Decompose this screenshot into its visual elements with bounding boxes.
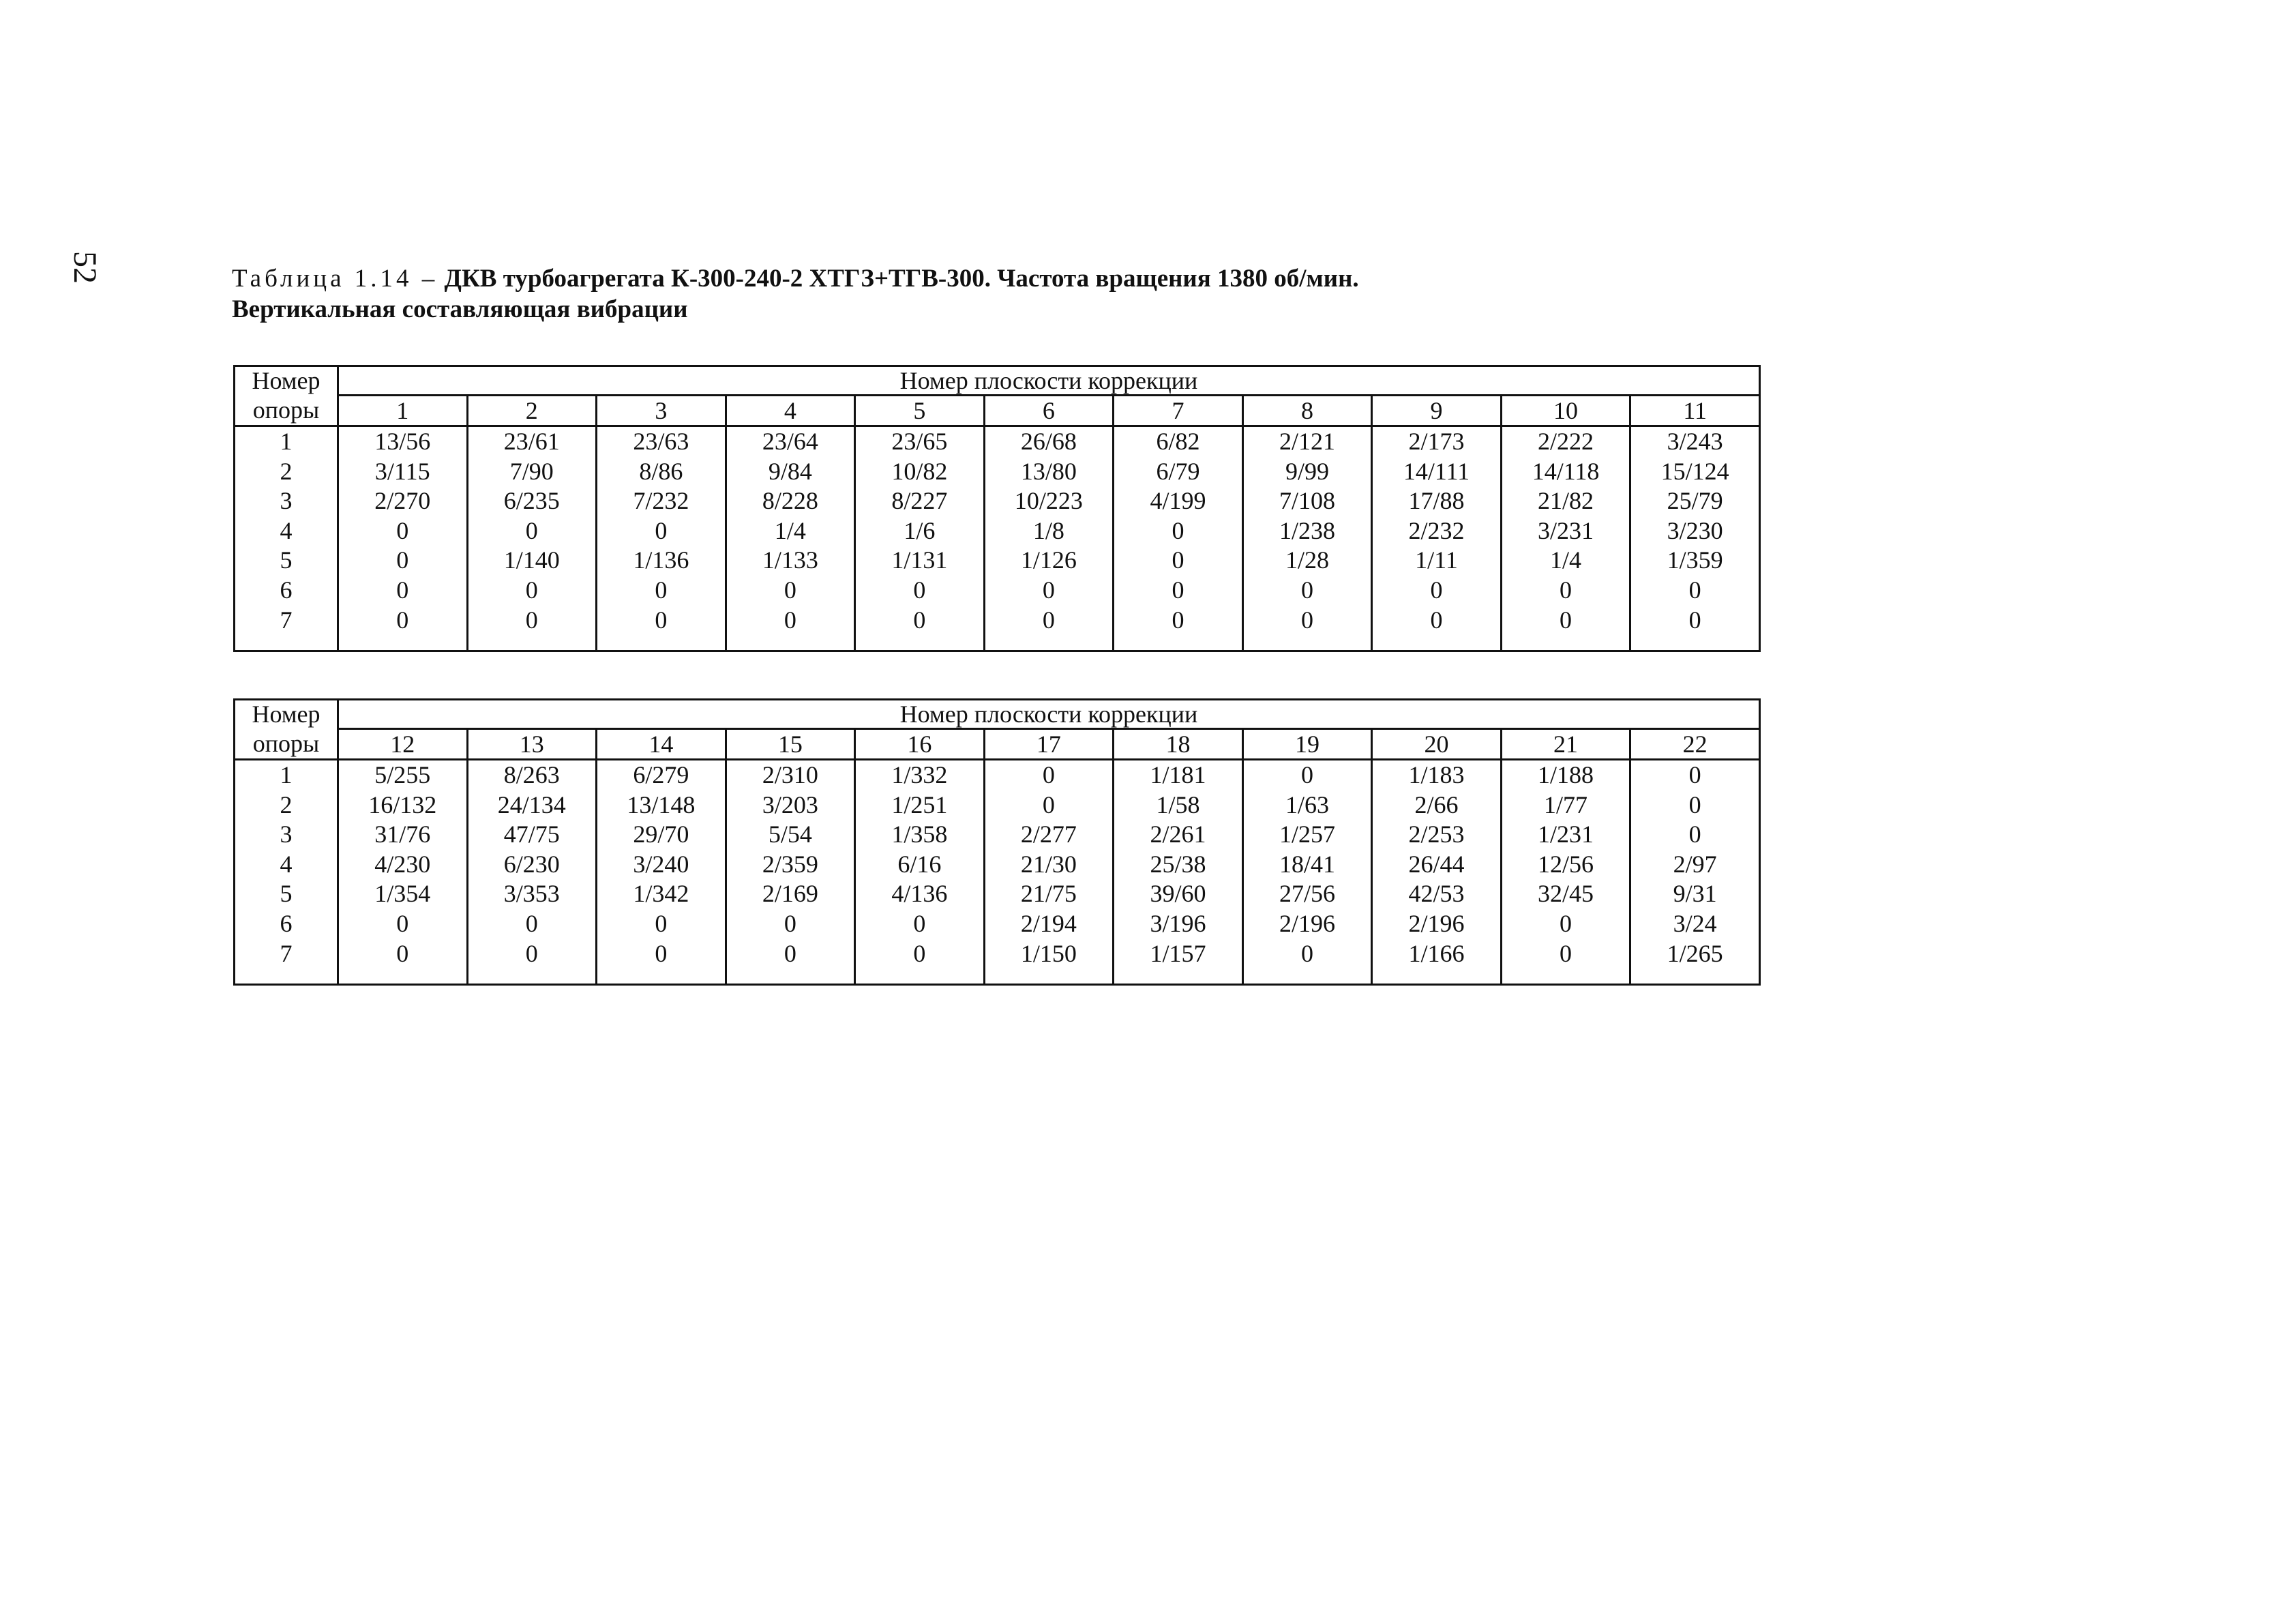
table-cell: 21/75 bbox=[1020, 880, 1077, 908]
table-cell: 13/80 bbox=[1020, 457, 1077, 485]
table-cell: 3/240 bbox=[633, 850, 689, 878]
plane-number-21: 21 bbox=[1501, 729, 1630, 760]
row-header-top: Номер bbox=[235, 366, 338, 396]
plane-number-3: 3 bbox=[597, 396, 726, 426]
support-number: 6 bbox=[280, 576, 293, 604]
plane-number-15: 15 bbox=[726, 729, 855, 760]
table-cell: 0 bbox=[655, 939, 668, 967]
table-cell: 5/54 bbox=[768, 821, 812, 848]
table-cell: 1/183 bbox=[1408, 761, 1465, 788]
plane-number-19: 19 bbox=[1242, 729, 1372, 760]
table-cell: 3/203 bbox=[762, 790, 818, 818]
caption-title: ДКВ турбоагрегата К-300-240-2 ХТГЗ+ТГВ-300. Частота вращения 1380 об/мин. bbox=[444, 265, 1359, 293]
table-cell: 0 bbox=[1172, 546, 1184, 574]
table-cell: 0 bbox=[913, 606, 926, 634]
table-caption bbox=[232, 263, 2073, 325]
table-cell: 0 bbox=[1688, 606, 1701, 634]
table-cell: 4/230 bbox=[374, 850, 431, 878]
table-cell: 31/76 bbox=[374, 821, 431, 848]
table-cell: 1/77 bbox=[1544, 790, 1588, 818]
table-cell: 29/70 bbox=[633, 821, 689, 848]
support-number: 4 bbox=[280, 516, 293, 544]
table-cell: 0 bbox=[1042, 761, 1055, 788]
plane-number-17: 17 bbox=[984, 729, 1114, 760]
table-cell: 23/65 bbox=[891, 428, 948, 455]
support-number: 3 bbox=[280, 487, 293, 515]
plane-column-14 bbox=[597, 760, 726, 985]
table-cell: 1/358 bbox=[891, 821, 948, 848]
support-number: 7 bbox=[280, 606, 293, 634]
table-cell: 3/24 bbox=[1673, 909, 1717, 937]
table-cell: 7/108 bbox=[1279, 487, 1335, 515]
table-cell: 1/265 bbox=[1667, 939, 1723, 967]
table-cell: 14/111 bbox=[1403, 457, 1470, 485]
table-cell: 1/231 bbox=[1538, 821, 1594, 848]
table-cell: 0 bbox=[396, 516, 409, 544]
support-number: 6 bbox=[280, 909, 293, 937]
page-number: 52 bbox=[67, 251, 103, 284]
table-cell: 7/90 bbox=[509, 457, 554, 485]
table-cell: 2/270 bbox=[374, 487, 431, 515]
table-cell: 1/136 bbox=[633, 546, 689, 574]
table-cell: 2/194 bbox=[1020, 909, 1077, 937]
table-cell: 0 bbox=[1688, 576, 1701, 604]
table-cell: 0 bbox=[1300, 939, 1313, 967]
table-cell: 1/359 bbox=[1667, 546, 1723, 574]
table-cell: 1/28 bbox=[1285, 546, 1329, 574]
table-cell: 17/88 bbox=[1408, 487, 1465, 515]
table-cell: 8/263 bbox=[503, 761, 560, 788]
table-cell: 1/150 bbox=[1020, 939, 1077, 967]
table-cell: 0 bbox=[784, 939, 796, 967]
table-cell: 3/230 bbox=[1667, 516, 1723, 544]
table-cell: 0 bbox=[396, 576, 409, 604]
table-cell: 10/82 bbox=[891, 457, 948, 485]
table-cell: 6/79 bbox=[1156, 457, 1200, 485]
table-cell: 0 bbox=[1560, 576, 1572, 604]
table-cell: 21/30 bbox=[1020, 850, 1077, 878]
plane-number-6: 6 bbox=[984, 396, 1114, 426]
table-cell: 0 bbox=[525, 576, 538, 604]
table-cell: 0 bbox=[784, 909, 796, 937]
table-cell: 0 bbox=[1688, 821, 1701, 848]
table-cell: 2/97 bbox=[1673, 850, 1717, 878]
table-cell: 0 bbox=[1042, 606, 1055, 634]
table-cell: 0 bbox=[1172, 516, 1184, 544]
table-cell: 6/235 bbox=[503, 487, 560, 515]
table-cell: 1/4 bbox=[774, 516, 806, 544]
table-cell: 3/115 bbox=[374, 457, 430, 485]
table-cell: 0 bbox=[1172, 606, 1184, 634]
table-cell: 4/199 bbox=[1150, 487, 1206, 515]
table-cell: 21/82 bbox=[1538, 487, 1594, 515]
table-cell: 0 bbox=[1560, 939, 1572, 967]
vibration-table-planes-12-22 bbox=[233, 698, 1761, 986]
plane-column-2 bbox=[467, 426, 597, 651]
table-cell: 0 bbox=[913, 939, 926, 967]
table-cell: 2/310 bbox=[762, 761, 818, 788]
table-cell: 0 bbox=[913, 909, 926, 937]
table-cell: 9/31 bbox=[1673, 880, 1717, 908]
table-cell: 0 bbox=[1300, 576, 1313, 604]
table-cell: 9/99 bbox=[1285, 457, 1329, 485]
plane-number-2: 2 bbox=[467, 396, 597, 426]
table-cell: 26/44 bbox=[1408, 850, 1465, 878]
table-cell: 1/131 bbox=[891, 546, 948, 574]
table-cell: 2/359 bbox=[762, 850, 818, 878]
table-cell: 0 bbox=[396, 606, 409, 634]
plane-column-8 bbox=[1242, 426, 1372, 651]
group-header: Номер плоскости коррекции bbox=[338, 366, 1760, 396]
table-cell: 2/232 bbox=[1408, 516, 1465, 544]
table-cell: 25/38 bbox=[1150, 850, 1206, 878]
table-cell: 47/75 bbox=[503, 821, 560, 848]
row-header-bottom: опоры bbox=[235, 396, 338, 426]
table-cell: 4/136 bbox=[891, 880, 948, 908]
table-cell: 1/8 bbox=[1032, 516, 1064, 544]
table-cell: 25/79 bbox=[1667, 487, 1723, 515]
table-cell: 2/277 bbox=[1020, 821, 1077, 848]
table-cell: 0 bbox=[1688, 761, 1701, 788]
table-cell: 0 bbox=[525, 516, 538, 544]
caption-subtitle: Вертикальная составляющая вибрации bbox=[232, 295, 688, 323]
table-cell: 0 bbox=[1430, 606, 1443, 634]
plane-column-4 bbox=[726, 426, 855, 651]
table-cell: 2/253 bbox=[1408, 821, 1465, 848]
table-cell: 14/118 bbox=[1532, 457, 1600, 485]
support-number: 3 bbox=[280, 821, 293, 848]
table-cell: 0 bbox=[1042, 790, 1055, 818]
table-cell: 1/11 bbox=[1415, 546, 1458, 574]
table-cell: 9/84 bbox=[768, 457, 812, 485]
table-cell: 0 bbox=[1172, 576, 1184, 604]
table-cell: 3/353 bbox=[503, 880, 560, 908]
table-cell: 2/121 bbox=[1279, 428, 1335, 455]
table-cell: 6/16 bbox=[897, 850, 942, 878]
table-cell: 2/261 bbox=[1150, 821, 1206, 848]
table-cell: 12/56 bbox=[1538, 850, 1594, 878]
plane-number-16: 16 bbox=[855, 729, 985, 760]
table-cell: 24/134 bbox=[497, 790, 566, 818]
plane-column-5 bbox=[855, 426, 985, 651]
table-cell: 0 bbox=[1688, 790, 1701, 818]
table-cell: 15/124 bbox=[1660, 457, 1729, 485]
table-cell: 1/166 bbox=[1408, 939, 1465, 967]
table-cell: 0 bbox=[784, 576, 796, 604]
table-cell: 6/230 bbox=[503, 850, 560, 878]
row-header-top: Номер bbox=[235, 700, 338, 729]
table-cell: 0 bbox=[396, 909, 409, 937]
table-cell: 0 bbox=[396, 546, 409, 574]
table-cell: 23/61 bbox=[503, 428, 560, 455]
table-cell: 0 bbox=[913, 576, 926, 604]
table-cell: 1/133 bbox=[762, 546, 818, 574]
table-cell: 0 bbox=[1560, 606, 1572, 634]
table-cell: 0 bbox=[655, 606, 668, 634]
table-cell: 0 bbox=[655, 909, 668, 937]
table-cell: 0 bbox=[1042, 576, 1055, 604]
table-cell: 1/126 bbox=[1020, 546, 1077, 574]
table-cell: 1/188 bbox=[1538, 761, 1594, 788]
plane-number-8: 8 bbox=[1242, 396, 1372, 426]
plane-number-10: 10 bbox=[1501, 396, 1630, 426]
table-cell: 1/238 bbox=[1279, 516, 1335, 544]
table-cell: 0 bbox=[525, 939, 538, 967]
plane-column-12 bbox=[338, 760, 468, 985]
plane-column-6 bbox=[984, 426, 1114, 651]
plane-column-21 bbox=[1501, 760, 1630, 985]
plane-column-16 bbox=[855, 760, 985, 985]
table-cell: 1/332 bbox=[891, 761, 948, 788]
plane-number-9: 9 bbox=[1372, 396, 1502, 426]
table-cell: 0 bbox=[1300, 606, 1313, 634]
plane-column-20 bbox=[1372, 760, 1502, 985]
support-number: 1 bbox=[280, 761, 293, 788]
table-cell: 1/342 bbox=[633, 880, 689, 908]
table-cell: 26/68 bbox=[1020, 428, 1077, 455]
support-number: 5 bbox=[280, 880, 293, 908]
plane-number-13: 13 bbox=[467, 729, 597, 760]
table-cell: 1/140 bbox=[503, 546, 560, 574]
table-cell: 1/6 bbox=[904, 516, 936, 544]
table-cell: 13/148 bbox=[627, 790, 696, 818]
plane-number-14: 14 bbox=[597, 729, 726, 760]
table-cell: 6/82 bbox=[1156, 428, 1200, 455]
table-cell: 1/157 bbox=[1150, 939, 1206, 967]
plane-number-22: 22 bbox=[1630, 729, 1760, 760]
plane-number-5: 5 bbox=[855, 396, 985, 426]
table-cell: 0 bbox=[525, 909, 538, 937]
table-cell: 0 bbox=[655, 576, 668, 604]
plane-number-18: 18 bbox=[1114, 729, 1243, 760]
plane-number-12: 12 bbox=[338, 729, 468, 760]
table-cell: 39/60 bbox=[1150, 880, 1206, 908]
table-cell: 0 bbox=[525, 606, 538, 634]
plane-number-11: 11 bbox=[1630, 396, 1760, 426]
support-number: 2 bbox=[280, 790, 293, 818]
support-number: 4 bbox=[280, 850, 293, 878]
support-number: 7 bbox=[280, 939, 293, 967]
support-numbers bbox=[235, 760, 338, 985]
table-cell: 13/56 bbox=[374, 428, 431, 455]
table-cell: 2/196 bbox=[1408, 909, 1465, 937]
support-number: 2 bbox=[280, 457, 293, 485]
plane-column-9 bbox=[1372, 426, 1502, 651]
support-number: 1 bbox=[280, 428, 293, 455]
table-cell: 42/53 bbox=[1408, 880, 1465, 908]
plane-column-22 bbox=[1630, 760, 1760, 985]
group-header: Номер плоскости коррекции bbox=[338, 700, 1760, 729]
table-cell: 5/255 bbox=[374, 761, 431, 788]
caption-label: Таблица 1.14 – bbox=[232, 265, 438, 293]
support-number: 5 bbox=[280, 546, 293, 574]
table-cell: 10/223 bbox=[1014, 487, 1083, 515]
table-cell: 2/196 bbox=[1279, 909, 1335, 937]
plane-column-15 bbox=[726, 760, 855, 985]
table-cell: 0 bbox=[396, 939, 409, 967]
table-cell: 6/279 bbox=[633, 761, 689, 788]
table-cell: 3/243 bbox=[1667, 428, 1723, 455]
table-cell: 0 bbox=[655, 516, 668, 544]
table-cell: 0 bbox=[1430, 576, 1443, 604]
table-cell: 8/86 bbox=[639, 457, 683, 485]
table-cell: 27/56 bbox=[1279, 880, 1335, 908]
table-cell: 8/227 bbox=[891, 487, 948, 515]
plane-column-7 bbox=[1114, 426, 1243, 651]
plane-column-11 bbox=[1630, 426, 1760, 651]
table-cell: 2/66 bbox=[1414, 790, 1459, 818]
table-cell: 3/196 bbox=[1150, 909, 1206, 937]
table-cell: 3/231 bbox=[1538, 516, 1594, 544]
plane-number-4: 4 bbox=[726, 396, 855, 426]
table-cell: 2/169 bbox=[762, 880, 818, 908]
table-cell: 0 bbox=[1560, 909, 1572, 937]
table-cell: 2/222 bbox=[1538, 428, 1594, 455]
table-cell: 1/4 bbox=[1550, 546, 1582, 574]
plane-column-1 bbox=[338, 426, 468, 651]
table-cell: 1/58 bbox=[1156, 790, 1200, 818]
plane-number-20: 20 bbox=[1372, 729, 1502, 760]
table-cell: 18/41 bbox=[1279, 850, 1335, 878]
table-cell: 0 bbox=[1300, 761, 1313, 788]
plane-column-10 bbox=[1501, 426, 1630, 651]
plane-number-7: 7 bbox=[1114, 396, 1243, 426]
table-cell: 1/181 bbox=[1150, 761, 1206, 788]
table-cell: 32/45 bbox=[1538, 880, 1594, 908]
plane-column-13 bbox=[467, 760, 597, 985]
table-cell: 2/173 bbox=[1408, 428, 1465, 455]
table-cell: 7/232 bbox=[633, 487, 689, 515]
table-cell: 1/251 bbox=[891, 790, 948, 818]
vibration-table-planes-1-11 bbox=[233, 365, 1761, 652]
table-cell: 1/354 bbox=[374, 880, 431, 908]
table-cell: 8/228 bbox=[762, 487, 818, 515]
table-cell: 23/63 bbox=[633, 428, 689, 455]
plane-column-18 bbox=[1114, 760, 1243, 985]
row-header-bottom: опоры bbox=[235, 729, 338, 760]
table-cell: 0 bbox=[784, 606, 796, 634]
support-numbers bbox=[235, 426, 338, 651]
plane-number-1: 1 bbox=[338, 396, 468, 426]
plane-column-3 bbox=[597, 426, 726, 651]
table-cell: 23/64 bbox=[762, 428, 818, 455]
plane-column-19 bbox=[1242, 760, 1372, 985]
table-cell: 1/257 bbox=[1279, 821, 1335, 848]
table-cell: 16/132 bbox=[368, 790, 437, 818]
table-cell: 1/63 bbox=[1285, 790, 1329, 818]
plane-column-17 bbox=[984, 760, 1114, 985]
